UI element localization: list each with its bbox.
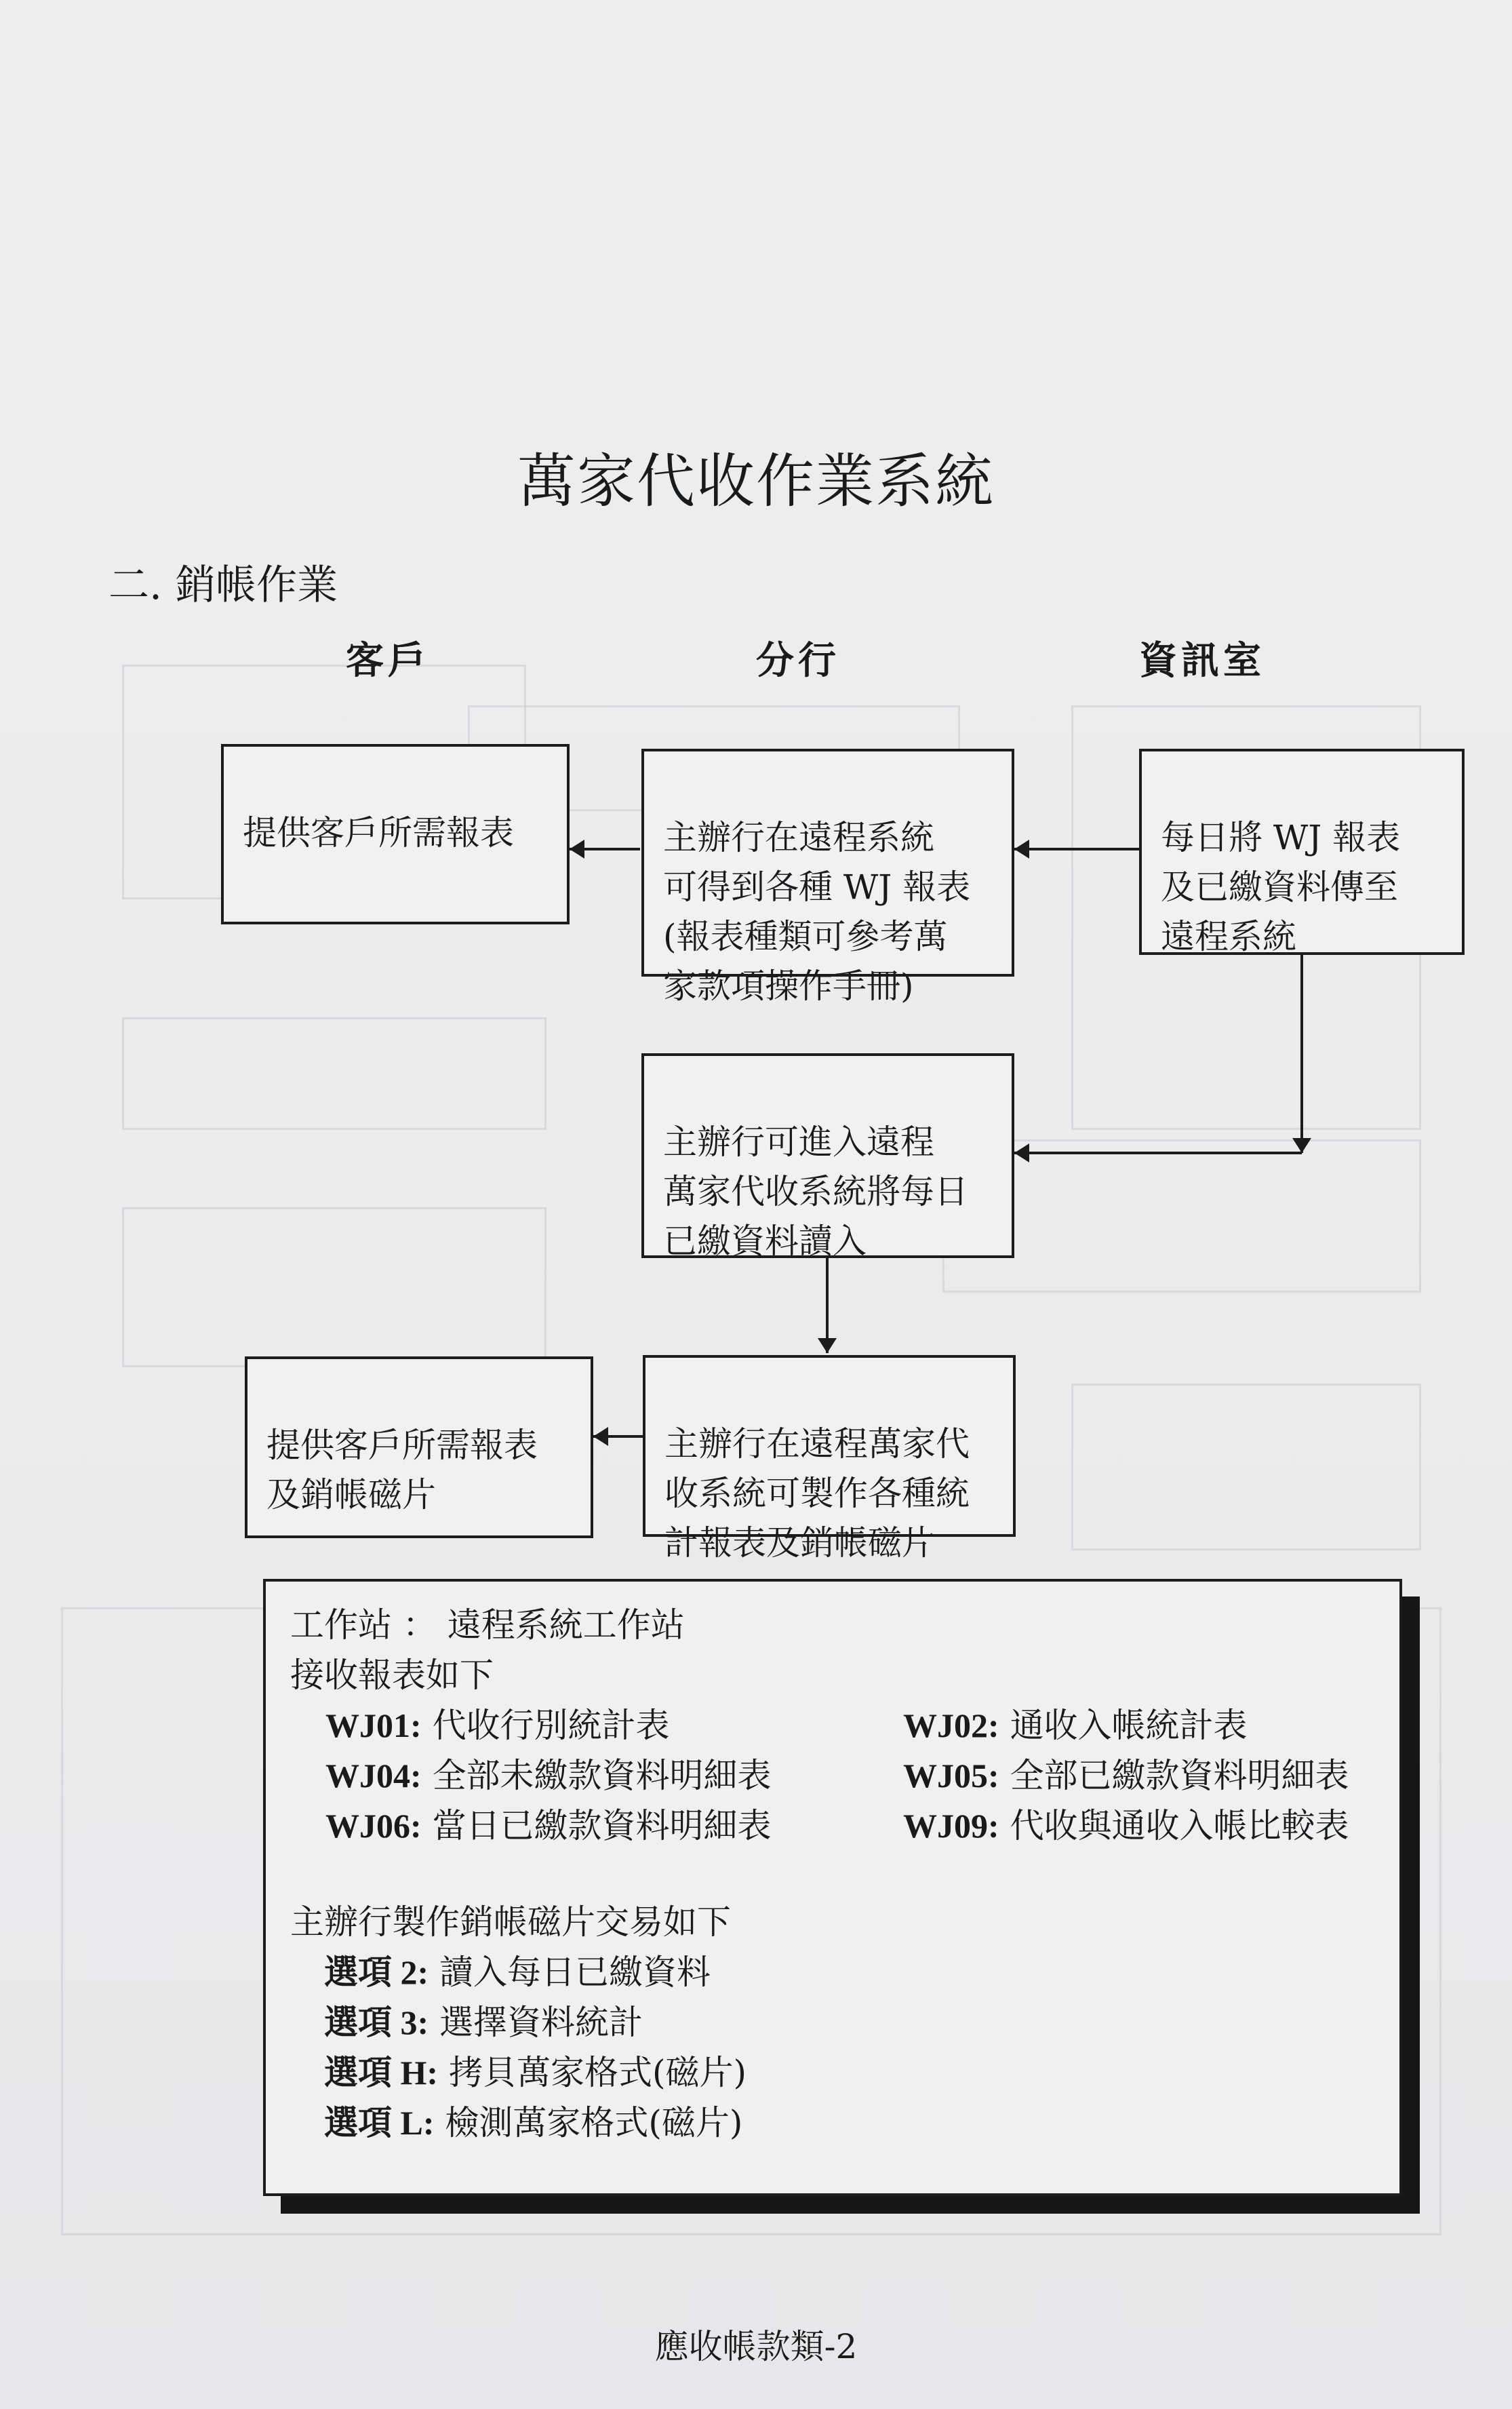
report-item: WJ06: 當日已繳款資料明細表 bbox=[325, 1806, 772, 1845]
box-customer-reports-text: 提供客戶所需報表 bbox=[243, 813, 514, 853]
box-customer-reports-disk-text: 提供客戶所需報表 及銷帳磁片 bbox=[266, 1426, 538, 1514]
workstation-line: 工作站 ： 遠程系統工作站 bbox=[290, 1605, 685, 1645]
option-item: 選項 2: 讀入每日已繳資料 bbox=[324, 1953, 711, 1992]
page-title: 萬家代收作業系統 bbox=[517, 448, 995, 515]
box-branch-make-disk-text: 主辦行在遠程萬家代 收系統可製作各種統 計報表及銷帳磁片 bbox=[664, 1424, 970, 1563]
box-it-daily-upload-text: 每日將 WJ 報表 及已繳資料傳至 遠程系統 bbox=[1161, 818, 1401, 956]
lane-label-customer: 客戶 bbox=[346, 638, 430, 683]
option-item: 選項 L: 檢測萬家格式(磁片) bbox=[324, 2103, 743, 2142]
report-item: WJ09: 代收與通收入帳比較表 bbox=[903, 1806, 1349, 1845]
option-item: 選項 H: 拷貝萬家格式(磁片) bbox=[324, 2053, 747, 2092]
reports-received-heading: 接收報表如下 bbox=[290, 1656, 494, 1695]
report-item: WJ01: 代收行別統計表 bbox=[325, 1706, 670, 1745]
workstation-info-panel bbox=[263, 1579, 1402, 2196]
lane-label-it-room: 資訊室 bbox=[1139, 638, 1265, 683]
page-footer: 應收帳款類-2 bbox=[654, 2327, 858, 2366]
option-item: 選項 3: 選擇資料統計 bbox=[324, 2003, 643, 2042]
report-item: WJ02: 通收入帳統計表 bbox=[903, 1706, 1248, 1745]
box-branch-remote-reports-text: 主辦行在遠程系統 可得到各種 WJ 報表 (報表種類可參考萬 家款項操作手冊) bbox=[663, 818, 971, 1006]
report-item: WJ05: 全部已繳款資料明細表 bbox=[903, 1756, 1349, 1795]
box-branch-remote-reports bbox=[641, 749, 1014, 1006]
box-branch-make-disk bbox=[643, 1355, 1016, 1563]
lane-label-branch: 分行 bbox=[756, 638, 840, 683]
box-branch-read-daily bbox=[641, 1053, 1014, 1261]
disk-transactions-heading: 主辦行製作銷帳磁片交易如下 bbox=[290, 1902, 731, 1942]
report-item: WJ04: 全部未繳款資料明細表 bbox=[325, 1756, 772, 1795]
box-it-daily-upload bbox=[1139, 749, 1465, 955]
box-customer-reports bbox=[221, 744, 570, 924]
section-heading: 二. 銷帳作業 bbox=[108, 562, 338, 609]
box-customer-reports-disk bbox=[245, 1356, 593, 1538]
box-branch-read-daily-text: 主辦行可進入遠程 萬家代收系統將每日 已繳資料讀入 bbox=[663, 1122, 968, 1261]
